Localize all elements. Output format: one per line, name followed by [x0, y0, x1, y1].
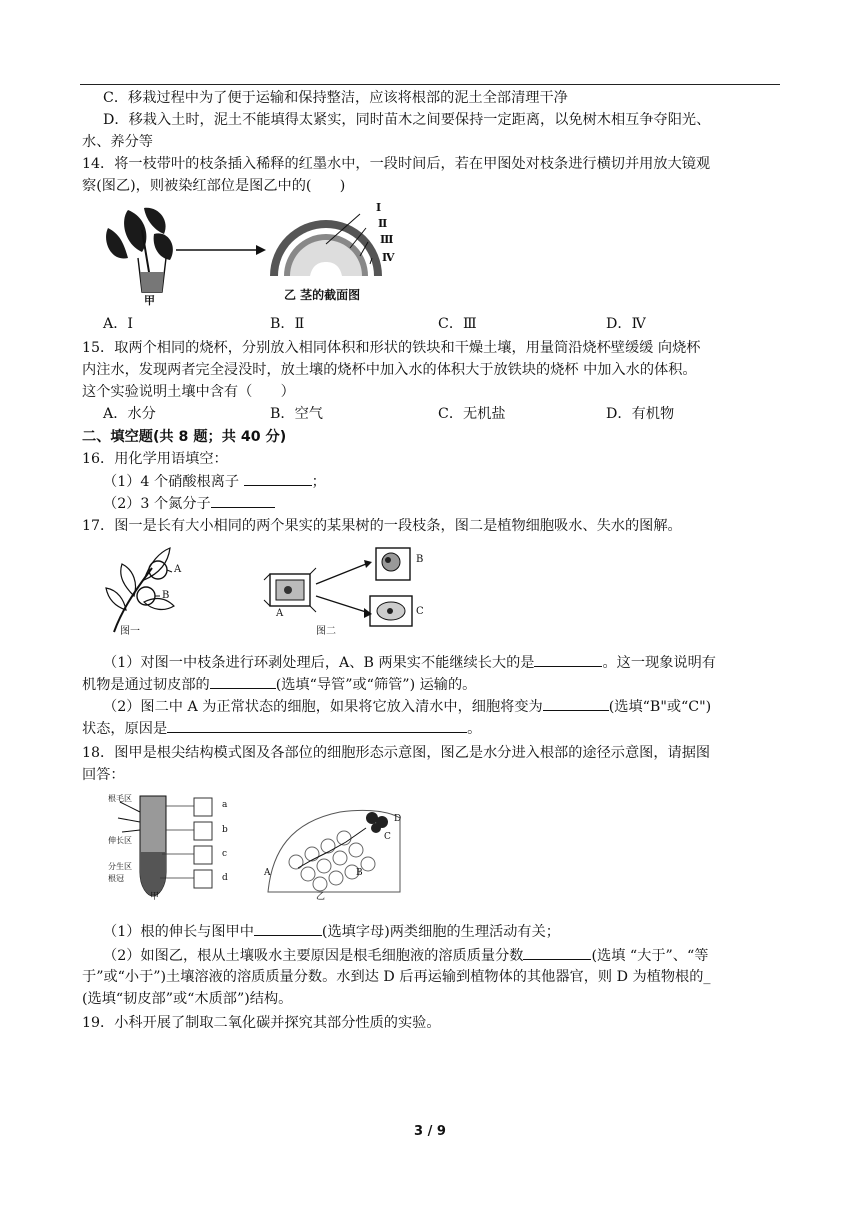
- q17-stem: 17．图一是长有大小相同的两个果实的某果树的一段枝条，图二是植物细胞吸水、失水的图解。: [82, 518, 682, 534]
- q18-letter-b: b: [222, 825, 228, 835]
- q18-p2-line2: 于”或“小于”)土壤溶液的溶质质量分数。水到达 D 后再运输到植物体的其他器官，则 D 为植物根的_: [82, 969, 711, 985]
- q18-yi-letter-c: C: [384, 832, 391, 842]
- q17-p1-line1: [103, 651, 803, 674]
- q18-p2-text-b: (选填 “大于”、“等: [591, 948, 709, 964]
- q14-mark-2: Ⅱ: [378, 217, 388, 230]
- q18-yi-letter-d: D: [394, 814, 402, 824]
- q17-p1-text-a: （1）对图一中枝条进行环剥处理后，A、B 两果实不能继续长大的是: [103, 655, 535, 671]
- q15-option-d[interactable]: D．有机物: [606, 406, 675, 422]
- q17-fig1-letter-b: B: [162, 590, 170, 601]
- q18-zone-1: 根毛区: [108, 794, 132, 803]
- q17-fig2-letter-b: B: [416, 554, 424, 565]
- q17-fig2-letter-a: A: [276, 608, 284, 619]
- q17-p1-line2: [82, 673, 782, 696]
- q18-zone-3: 分生区: [108, 862, 132, 871]
- q13-option-d-line2: 水、养分等: [82, 134, 153, 150]
- q17-answer-blank-2[interactable]: [210, 673, 276, 689]
- q14-label-jia: 甲: [144, 294, 155, 307]
- q18-letter-d: d: [222, 873, 228, 883]
- header-rule: [80, 84, 780, 85]
- q17-p1-text-d: (选填“导管”或“筛管”) 运输的。: [275, 677, 477, 693]
- q18-stem-line1: 18．图甲是根尖结构模式图及各部位的细胞形态示意图，图乙是水分进入根部的途径示意图，请据图: [82, 745, 711, 761]
- q19-stem: 19．小科开展了制取二氧化碳并探究其部分性质的实验。: [82, 1015, 441, 1031]
- q16-stem: 16．用化学用语填空：: [82, 451, 228, 467]
- page-number: 3 / 9: [414, 1124, 446, 1139]
- q18-label-jia: 甲: [150, 892, 160, 902]
- q17-answer-blank-1[interactable]: [534, 651, 602, 667]
- q14-option-d[interactable]: D．Ⅳ: [606, 316, 646, 332]
- q18-stem-line2: 回答：: [82, 767, 125, 783]
- q16-sub1: [103, 470, 803, 493]
- q14-option-c[interactable]: C．Ⅲ: [438, 316, 477, 332]
- q18-p1-text-a: （1）根的伸长与图甲中: [103, 924, 254, 940]
- q17-p1-text-b: 。这一现象说明有: [602, 655, 716, 671]
- q14-option-a[interactable]: A．Ⅰ: [103, 316, 134, 332]
- q13-option-c: C．移栽过程中为了便于运输和保持整洁，应该将根部的泥土全部清理干净: [103, 90, 568, 106]
- q17-figures: [104, 540, 444, 640]
- q17-fig2-label: 图二: [316, 626, 336, 637]
- q17-fig2-letter-c: C: [416, 606, 424, 617]
- q14-mark-3: Ⅲ: [380, 233, 394, 246]
- q18-p2-line1: [103, 944, 803, 967]
- q18-figures: [100, 792, 410, 904]
- q16-sub2: [103, 492, 803, 515]
- q18-p1-text-b: (选填字母)两类细胞的生理活动有关；: [321, 924, 560, 940]
- q16-sub1-text: （1）4 个硝酸根离子: [103, 474, 240, 490]
- q14-stem-line1: 14．将一枝带叶的枝条插入稀释的红墨水中，一段时间后，若在甲图处对枝条进行横切并用放大镜观: [82, 156, 711, 172]
- q18-figure-drawing: [100, 792, 410, 904]
- q18-zone-2: 伸长区: [108, 836, 132, 845]
- q18-letter-c: c: [222, 849, 228, 859]
- q16-answer-blank-2[interactable]: [211, 492, 275, 508]
- q15-stem-line1: 15．取两个相同的烧杯，分别放入相同体积和形状的铁块和干燥土壤，用量筒沿烧杯壁缓缓 向烧杯: [82, 340, 701, 356]
- q17-p2-text-c: 状态，原因是: [82, 721, 168, 737]
- q15-stem-line3: 这个实验说明土壤中含有（ ）: [82, 384, 295, 400]
- q18-answer-blank-1[interactable]: [254, 920, 322, 936]
- q18-answer-blank-2[interactable]: [523, 944, 591, 960]
- q17-p2-text-d: 。: [467, 721, 482, 737]
- q15-option-a[interactable]: A．水分: [103, 406, 156, 422]
- q18-yi-letter-a: A: [264, 868, 271, 878]
- q15-option-b[interactable]: B．空气: [270, 406, 323, 422]
- q17-p2-line1: [103, 695, 803, 718]
- q18-yi-letter-b: B: [356, 868, 363, 878]
- q14-figure: [98, 200, 398, 312]
- q18-p2-line3: (选填“韧皮部”或“木质部”)结构。: [82, 991, 293, 1007]
- q16-sub1-end: ；: [311, 474, 326, 490]
- q17-p2-text-b: (选填“B"或“C"): [608, 699, 712, 715]
- q14-option-b[interactable]: B．Ⅱ: [270, 316, 305, 332]
- q18-p2-text-a: （2）如图乙，根从土壤吸水主要原因是根毛细胞液的溶质质量分数: [103, 948, 524, 964]
- q16-sub2-text: （2）3 个氮分子: [103, 496, 211, 512]
- q17-p2-line2: [82, 717, 782, 740]
- q18-p1: [103, 920, 803, 943]
- q17-fig1-label: 图一: [120, 626, 140, 637]
- q17-answer-blank-3[interactable]: [543, 695, 609, 711]
- q14-mark-4: Ⅳ: [382, 251, 395, 264]
- q15-option-c[interactable]: C．无机盐: [438, 406, 506, 422]
- q15-stem-line2: 内注水，发现两者完全浸没时，放土壤的烧杯中加入水的体积大于放铁块的烧杯 中加入水的体积。: [82, 362, 697, 378]
- q18-letter-a: a: [222, 800, 228, 810]
- section-title: 二、填空题(共 8 题；共 40 分): [82, 429, 287, 445]
- q14-label-yi: 乙 茎的截面图: [284, 288, 361, 302]
- q14-mark-1: Ⅰ: [376, 201, 382, 214]
- q17-p2-text-a: （2）图二中 A 为正常状态的细胞，如果将它放入清水中，细胞将变为: [103, 699, 543, 715]
- q18-label-yi: 乙: [316, 892, 326, 902]
- q16-answer-blank-1[interactable]: [244, 470, 312, 486]
- q18-zone-4: 根冠: [108, 874, 124, 883]
- q17-fig1-letter-a: A: [174, 564, 182, 575]
- q14-stem-line2: 察(图乙)，则被染红部位是图乙中的( ): [82, 178, 346, 194]
- q17-figure-drawing: [104, 540, 444, 640]
- q13-option-d-line1: D．移栽入土时，泥土不能填得太紧实，同时苗木之间要保持一定距离，以免树木相互争夺阳光、: [103, 112, 711, 128]
- q17-p1-text-c: 机物是通过韧皮部的: [82, 677, 210, 693]
- q17-answer-blank-4[interactable]: [167, 717, 467, 733]
